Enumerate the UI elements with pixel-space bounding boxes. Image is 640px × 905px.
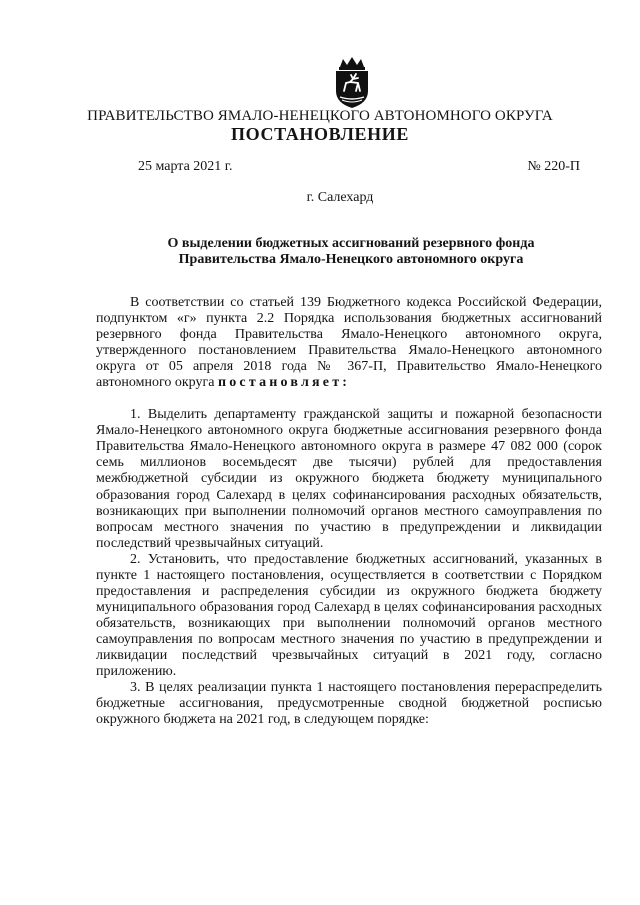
document-body (96, 295, 602, 728)
preamble-text: В соответствии со статьей 139 Бюджетного кодекса Российской Федерации, подпунктом «г» пункта 2.2 Порядка использования бюджетных ассигнований резервного фонда Правительства Ямало-Ненецкого автономного округа, утвержденного постановлением Правительства Ямало-Ненецкого автономного округа от 05 апреля 2018 года № 367-П, Правительство Ямало-Ненецкого автономного округа (96, 295, 602, 391)
item-1-paragraph: 1. Выделить департаменту гражданской защиты и пожарной безопасности Ямало-Ненецкого автономного округа бюджетные ассигнования резервного фонда Правительства Ямало-Ненецкого автономного округа в размере 47 082 000 (сорок семь миллионов восемьдесят две тысячи) рублей для предоставления межбюджетной субсидии из окружного бюджета бюджету муниципального образования город Салехард в целях софинансирования расходных обязательств, возникающих при выполнении полномочий органов местного самоуправления по вопросам местного значения по участию в предупреждении и ликвидации последствий чрезвычайных ситуаций. (96, 407, 602, 551)
item-3-paragraph: 3. В целях реализации пункта 1 настоящего постановления перераспределить бюджетные ассигнования, предусмотренные сводной бюджетной росписью окружного бюджета на 2021 год, в следующем порядке: (96, 680, 602, 728)
decree-word: постановляет: (217, 375, 351, 391)
government-name: ПРАВИТЕЛЬСТВО ЯМАЛО-НЕНЕЦКОГО АВТОНОМНОГО ОКРУГА (87, 108, 553, 124)
document-date: 25 марта 2021 г. (138, 159, 233, 174)
document-subject (96, 236, 606, 268)
subject-line-1: О выделении бюджетных ассигнований резервного фонда (167, 236, 535, 251)
subject-line-2: Правительства Ямало-Ненецкого автономного округа (178, 252, 524, 267)
preamble-paragraph (96, 295, 602, 391)
coat-of-arms-icon (330, 57, 374, 109)
document-type-title: ПОСТАНОВЛЕНИЕ (231, 124, 409, 144)
item-2-paragraph: 2. Установить, что предоставление бюджетных ассигнований, указанных в пункте 1 настоящего постановления, осуществляется в соответствии с Порядком предоставления и распределения субсидии из окружного бюджета бюджету муниципального образования город Салехард в целях софинансирования расходных обязательств, возникающих при выполнении полномочий органов местного самоуправления по вопросам местного значения по участию в предупреждении и ликвидации последствий чрезвычайных ситуаций в 2021 году, согласно приложению. (96, 551, 602, 680)
document-city: г. Салехард (306, 190, 374, 205)
document-number: № 220-П (527, 159, 580, 174)
